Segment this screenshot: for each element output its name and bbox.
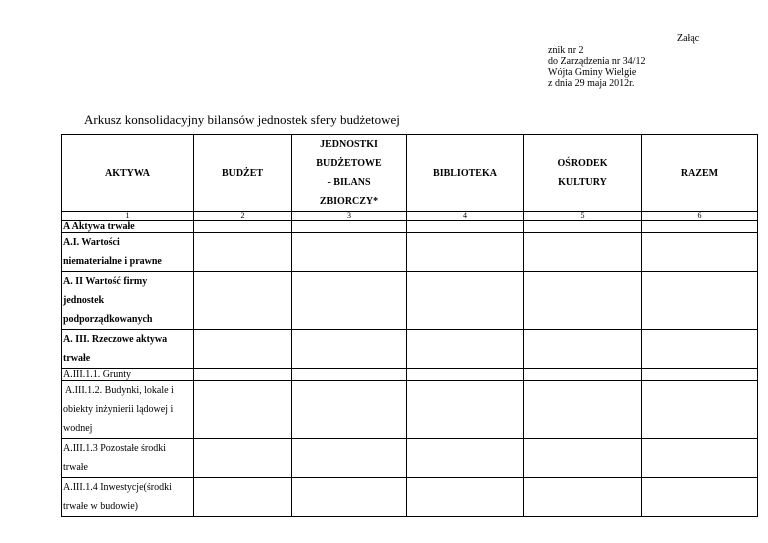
row-label-line: A.I. Wartości	[63, 237, 120, 248]
annex-line: znik nr 2	[548, 45, 584, 56]
row-label-line: A. III. Rzeczowe aktywa	[63, 334, 168, 345]
table-cell	[524, 272, 642, 330]
header-razem: RAZEM	[642, 135, 758, 212]
row-label-line: niematerialne i prawne	[63, 256, 162, 267]
header-row	[62, 135, 758, 212]
column-number: 3	[292, 212, 407, 221]
table-row	[62, 369, 758, 381]
row-label	[62, 233, 194, 272]
header-line: ZBIORCZY*	[319, 196, 379, 207]
annex-title: Załąc	[677, 33, 700, 44]
row-label-line: obiekty inżynierii lądowej i	[63, 404, 174, 415]
column-number: 2	[194, 212, 292, 221]
table-cell	[194, 233, 292, 272]
consolidation-table	[61, 134, 758, 517]
table-cell	[194, 221, 292, 233]
row-label	[62, 330, 194, 369]
table-cell	[524, 369, 642, 381]
table-cell	[292, 478, 407, 517]
table-cell	[407, 272, 524, 330]
header-line: BUDŻETOWE	[316, 158, 382, 169]
row-label-line: trwałe	[63, 353, 91, 364]
header-line: KULTURY	[558, 177, 607, 188]
row-label-line: A.III.1.3 Pozostałe środki	[63, 443, 167, 454]
table-cell	[642, 478, 758, 517]
table-row	[62, 478, 758, 517]
table-cell	[194, 439, 292, 478]
row-label-line: podporządkowanych	[63, 314, 153, 325]
row-label-line: A Aktywa trwałe	[63, 221, 135, 232]
table-cell	[642, 439, 758, 478]
table-cell	[524, 439, 642, 478]
table-cell	[194, 381, 292, 439]
table-cell	[292, 221, 407, 233]
row-label-line: wodnej	[63, 423, 93, 434]
table-row	[62, 439, 758, 478]
table-cell	[407, 439, 524, 478]
annex-reference	[548, 45, 645, 89]
document-title: Arkusz konsolidacyjny bilansów jednostek sfery budżetowej	[84, 112, 400, 127]
table-cell	[642, 233, 758, 272]
header-biblioteka: BIBLIOTEKA	[407, 135, 524, 212]
header-line: OŚRODEK	[557, 158, 608, 169]
row-label-line: A.III.1.4 Inwestycje(środki	[63, 482, 172, 493]
table-cell	[407, 369, 524, 381]
table-cell	[194, 478, 292, 517]
table-cell	[194, 369, 292, 381]
table-cell	[292, 381, 407, 439]
row-label-line: A.III.1.2. Budynki, lokale i	[63, 385, 174, 396]
table-row	[62, 233, 758, 272]
table-cell	[642, 272, 758, 330]
column-number: 5	[524, 212, 642, 221]
column-number-row	[62, 212, 758, 221]
table-row	[62, 381, 758, 439]
row-label	[62, 221, 194, 233]
table-cell	[292, 439, 407, 478]
table-cell	[292, 233, 407, 272]
table-cell	[407, 381, 524, 439]
table-row	[62, 330, 758, 369]
row-label	[62, 478, 194, 517]
table-row	[62, 272, 758, 330]
row-label-line: jednostek	[63, 295, 105, 306]
table-cell	[524, 330, 642, 369]
table-cell	[407, 233, 524, 272]
table-cell	[524, 478, 642, 517]
row-label-line: A.III.1.1. Grunty	[63, 369, 132, 380]
column-number: 6	[642, 212, 758, 221]
table-cell	[194, 272, 292, 330]
table-cell	[194, 330, 292, 369]
table-cell	[524, 381, 642, 439]
header-osrodek	[524, 135, 642, 212]
table-cell	[407, 221, 524, 233]
header-line: JEDNOSTKI	[320, 139, 378, 150]
table-cell	[292, 272, 407, 330]
row-label	[62, 272, 194, 330]
annex-line: z dnia 29 maja 2012r.	[548, 78, 635, 89]
table-cell	[642, 330, 758, 369]
table-cell	[642, 221, 758, 233]
row-label	[62, 439, 194, 478]
table-cell	[642, 369, 758, 381]
row-label-line: trwałe	[63, 462, 88, 473]
annex-line: do Zarządzenia nr 34/12	[548, 56, 646, 67]
row-label	[62, 381, 194, 439]
table-cell	[292, 369, 407, 381]
header-aktywa: AKTYWA	[62, 135, 194, 212]
header-line: - BILANS	[327, 177, 371, 188]
table-cell	[407, 478, 524, 517]
table-row	[62, 221, 758, 233]
table-cell	[292, 330, 407, 369]
annex-line: Wójta Gminy Wielgie	[548, 67, 637, 78]
row-label-line: trwałe w budowie)	[63, 501, 138, 512]
header-budzet: BUDŻET	[194, 135, 292, 212]
row-label-line: A. II Wartość firmy	[63, 276, 148, 287]
table-cell	[407, 330, 524, 369]
table-cell	[524, 221, 642, 233]
column-number: 4	[407, 212, 524, 221]
column-number: 1	[62, 212, 194, 221]
header-jednostki	[292, 135, 407, 212]
table-cell	[524, 233, 642, 272]
row-label	[62, 369, 194, 381]
table-cell	[642, 381, 758, 439]
